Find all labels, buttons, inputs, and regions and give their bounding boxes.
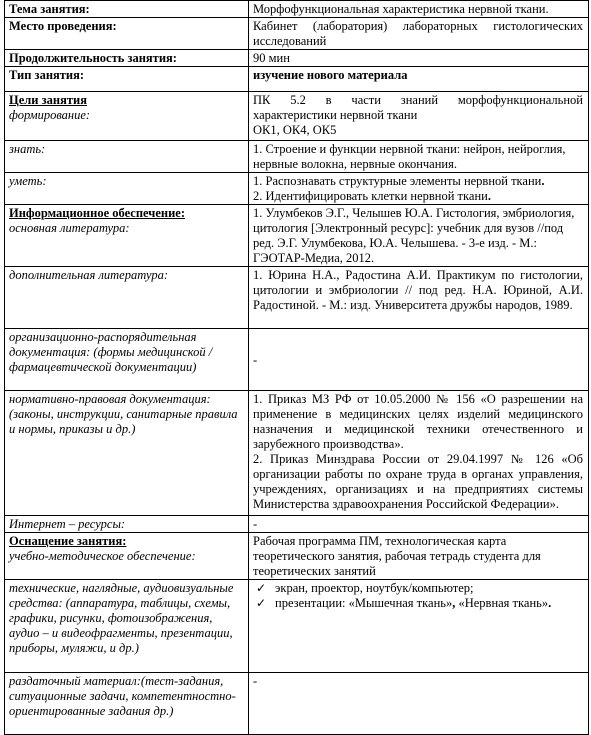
place-value: Кабинет (лаборатория) лабораторных гистологических исследований: [253, 19, 583, 48]
topic-label: Тема занятия:: [9, 2, 90, 16]
know-label-cell: [5, 141, 249, 173]
org-docs-value: -: [253, 352, 258, 367]
table-row: [5, 92, 589, 141]
can-item-2-end: .: [487, 189, 491, 203]
can-item-1-end: .: [541, 174, 545, 188]
table-row: [5, 516, 589, 533]
info-sublabel: основная литература:: [9, 221, 130, 235]
table-row: [5, 173, 589, 205]
handout-value-cell: [249, 673, 589, 735]
internet-value: -: [253, 517, 258, 531]
check-icon: ✓: [256, 596, 267, 610]
technical-item-2-end: .: [548, 596, 552, 610]
legal-docs-label: нормативно-правовая документация: (законы, инструкции, санитарные правила и нормы, приказы и др.): [9, 392, 238, 436]
equipment-label-cell: [5, 533, 249, 580]
list-item: [253, 581, 583, 596]
duration-label-cell: [5, 50, 249, 67]
know-label: знать:: [9, 142, 46, 156]
table-row: [5, 50, 589, 67]
can-item-2: [253, 189, 583, 204]
internet-value-cell: [249, 516, 589, 533]
table-row: [5, 18, 589, 50]
info-label-cell: [5, 205, 249, 267]
know-value-cell: [249, 141, 589, 173]
legal-docs-label-cell: [5, 391, 249, 516]
type-value-cell: [249, 67, 589, 92]
info-value: 1. Улумбеков Э.Г., Челышев Ю.А. Гистология, эмбриология, цитология [Электронный ресурс]: учебник для вузов //под ред. Э.Г. Улумбекова, Ю.А. Челышева. - 3-е изд. - М.: ГЭОТАР-Медиа, 2012.: [253, 206, 575, 265]
know-value: 1. Строение и функции нервной ткани: нейрон, нейроглия, нервные волокна, нервные окончания.: [253, 142, 566, 171]
technical-item-2-prefix: презентации:: [275, 596, 349, 610]
goals-label: Цели занятия: [9, 93, 87, 107]
technical-label: технические, наглядные, аудиовизуальные средства: (аппаратура, таблицы, схемы, графики, рисунки, фотоизображения, аудио – и видеофрагменты, презентации, приборы, муляжи, и др.): [9, 581, 234, 655]
extra-lit-label-cell: [5, 267, 249, 329]
duration-value-cell: [249, 50, 589, 67]
check-icon: ✓: [256, 581, 267, 595]
duration-value: 90 мин: [253, 51, 290, 65]
goals-value-line2: ОК1, ОК4, ОК5: [253, 123, 337, 137]
internet-label: Интернет – ресурсы:: [9, 517, 126, 531]
goals-value-line1: ПК 5.2 в части знаний морфофункциональной характеристики нервной ткани: [253, 93, 583, 122]
table-row: [5, 580, 589, 673]
technical-label-cell: [5, 580, 249, 673]
list-item: [253, 596, 583, 611]
technical-item-1: экран, проектор, ноутбук/компьютер;: [275, 581, 474, 595]
can-item-1: [253, 174, 583, 189]
technical-item-2-mid: ,: [452, 596, 459, 610]
table-row: [5, 205, 589, 267]
table-row: [5, 329, 589, 391]
technical-item-2-q1: «Мышечная ткань»: [348, 596, 453, 610]
equipment-value: Рабочая программа ПМ, технологическая карта теоретического занятия, рабочая тетрадь студента для теоретических занятий: [253, 534, 541, 578]
handout-label-cell: [5, 673, 249, 735]
duration-label: Продолжительность занятия:: [9, 51, 177, 65]
equipment-sublabel: учебно-методическое обеспечение:: [9, 549, 196, 563]
equipment-value-cell: [249, 533, 589, 580]
org-docs-label: организационно-распорядительная документация: (формы медицинской /фармацевтической документации): [9, 330, 213, 374]
info-label: Информационное обеспечение:: [9, 206, 185, 220]
goals-sublabel: формирование:: [9, 108, 91, 122]
internet-label-cell: [5, 516, 249, 533]
org-docs-label-cell: [5, 329, 249, 391]
can-label-cell: [5, 173, 249, 205]
legal-docs-value-cell: [249, 391, 589, 516]
info-value-cell: [249, 205, 589, 267]
can-item-2-text: 2. Идентифицировать клетки нервной ткани: [253, 189, 488, 203]
place-label-cell: [5, 18, 249, 50]
can-label: уметь:: [9, 174, 47, 188]
goals-value-cell: [249, 92, 589, 141]
place-value-cell: [249, 18, 589, 50]
table-row: [5, 391, 589, 516]
topic-label-cell: [5, 1, 249, 18]
type-label-cell: [5, 67, 249, 92]
handout-value: -: [253, 674, 258, 688]
org-docs-value-cell: [249, 329, 589, 391]
extra-lit-label: дополнительная литература:: [9, 268, 168, 282]
handout-label: раздаточный материал:(тест-задания, ситуационные задачи, компетентностно-ориентированные задания др.): [9, 674, 236, 718]
table-row: [5, 67, 589, 92]
can-item-1-text: 1. Распознавать структурные элементы нервной ткани: [253, 174, 542, 188]
topic-value: Морфофункциональная характеристика нервной ткани.: [253, 2, 549, 16]
topic-value-cell: [249, 1, 589, 18]
table-row: [5, 141, 589, 173]
technical-value-cell: [249, 580, 589, 673]
legal-docs-value-1: 1. Приказ МЗ РФ от 10.05.2000 № 156 «О разрешении на применение в медицинских целях изделий медицинского назначения и медицинской техники отечественного и зарубежного производства».: [253, 392, 583, 451]
extra-lit-value-cell: [249, 267, 589, 329]
goals-label-cell: [5, 92, 249, 141]
lesson-plan-table: [4, 0, 589, 735]
technical-item-2-q2: «Нервная ткань»: [458, 596, 549, 610]
table-row: [5, 533, 589, 580]
type-label: Тип занятия:: [9, 68, 85, 82]
can-value-cell: [249, 173, 589, 205]
legal-docs-value-2: 2. Приказ Минздрава России от 29.04.1997 № 126 «Об организации работы по охране труда в органах управления, учреждениях, организациях и на предприятиях системы Министерства здравоохранения Российской Федерации».: [253, 452, 583, 511]
place-label: Место проведения:: [9, 19, 117, 33]
extra-lit-value: 1. Юрина Н.А., Радостина А.И. Практикум по гистологии, цитологии и эмбриологии // под ред. Н.А. Юриной, А.И. Радостиной. - М.: изд. Университета дружбы народов, 1989.: [253, 268, 583, 312]
table-row: [5, 267, 589, 329]
table-row: [5, 1, 589, 18]
type-value: изучение нового материала: [253, 68, 408, 82]
technical-list: [253, 581, 583, 611]
equipment-label: Оснащение занятия:: [9, 534, 127, 548]
table-row: [5, 673, 589, 735]
